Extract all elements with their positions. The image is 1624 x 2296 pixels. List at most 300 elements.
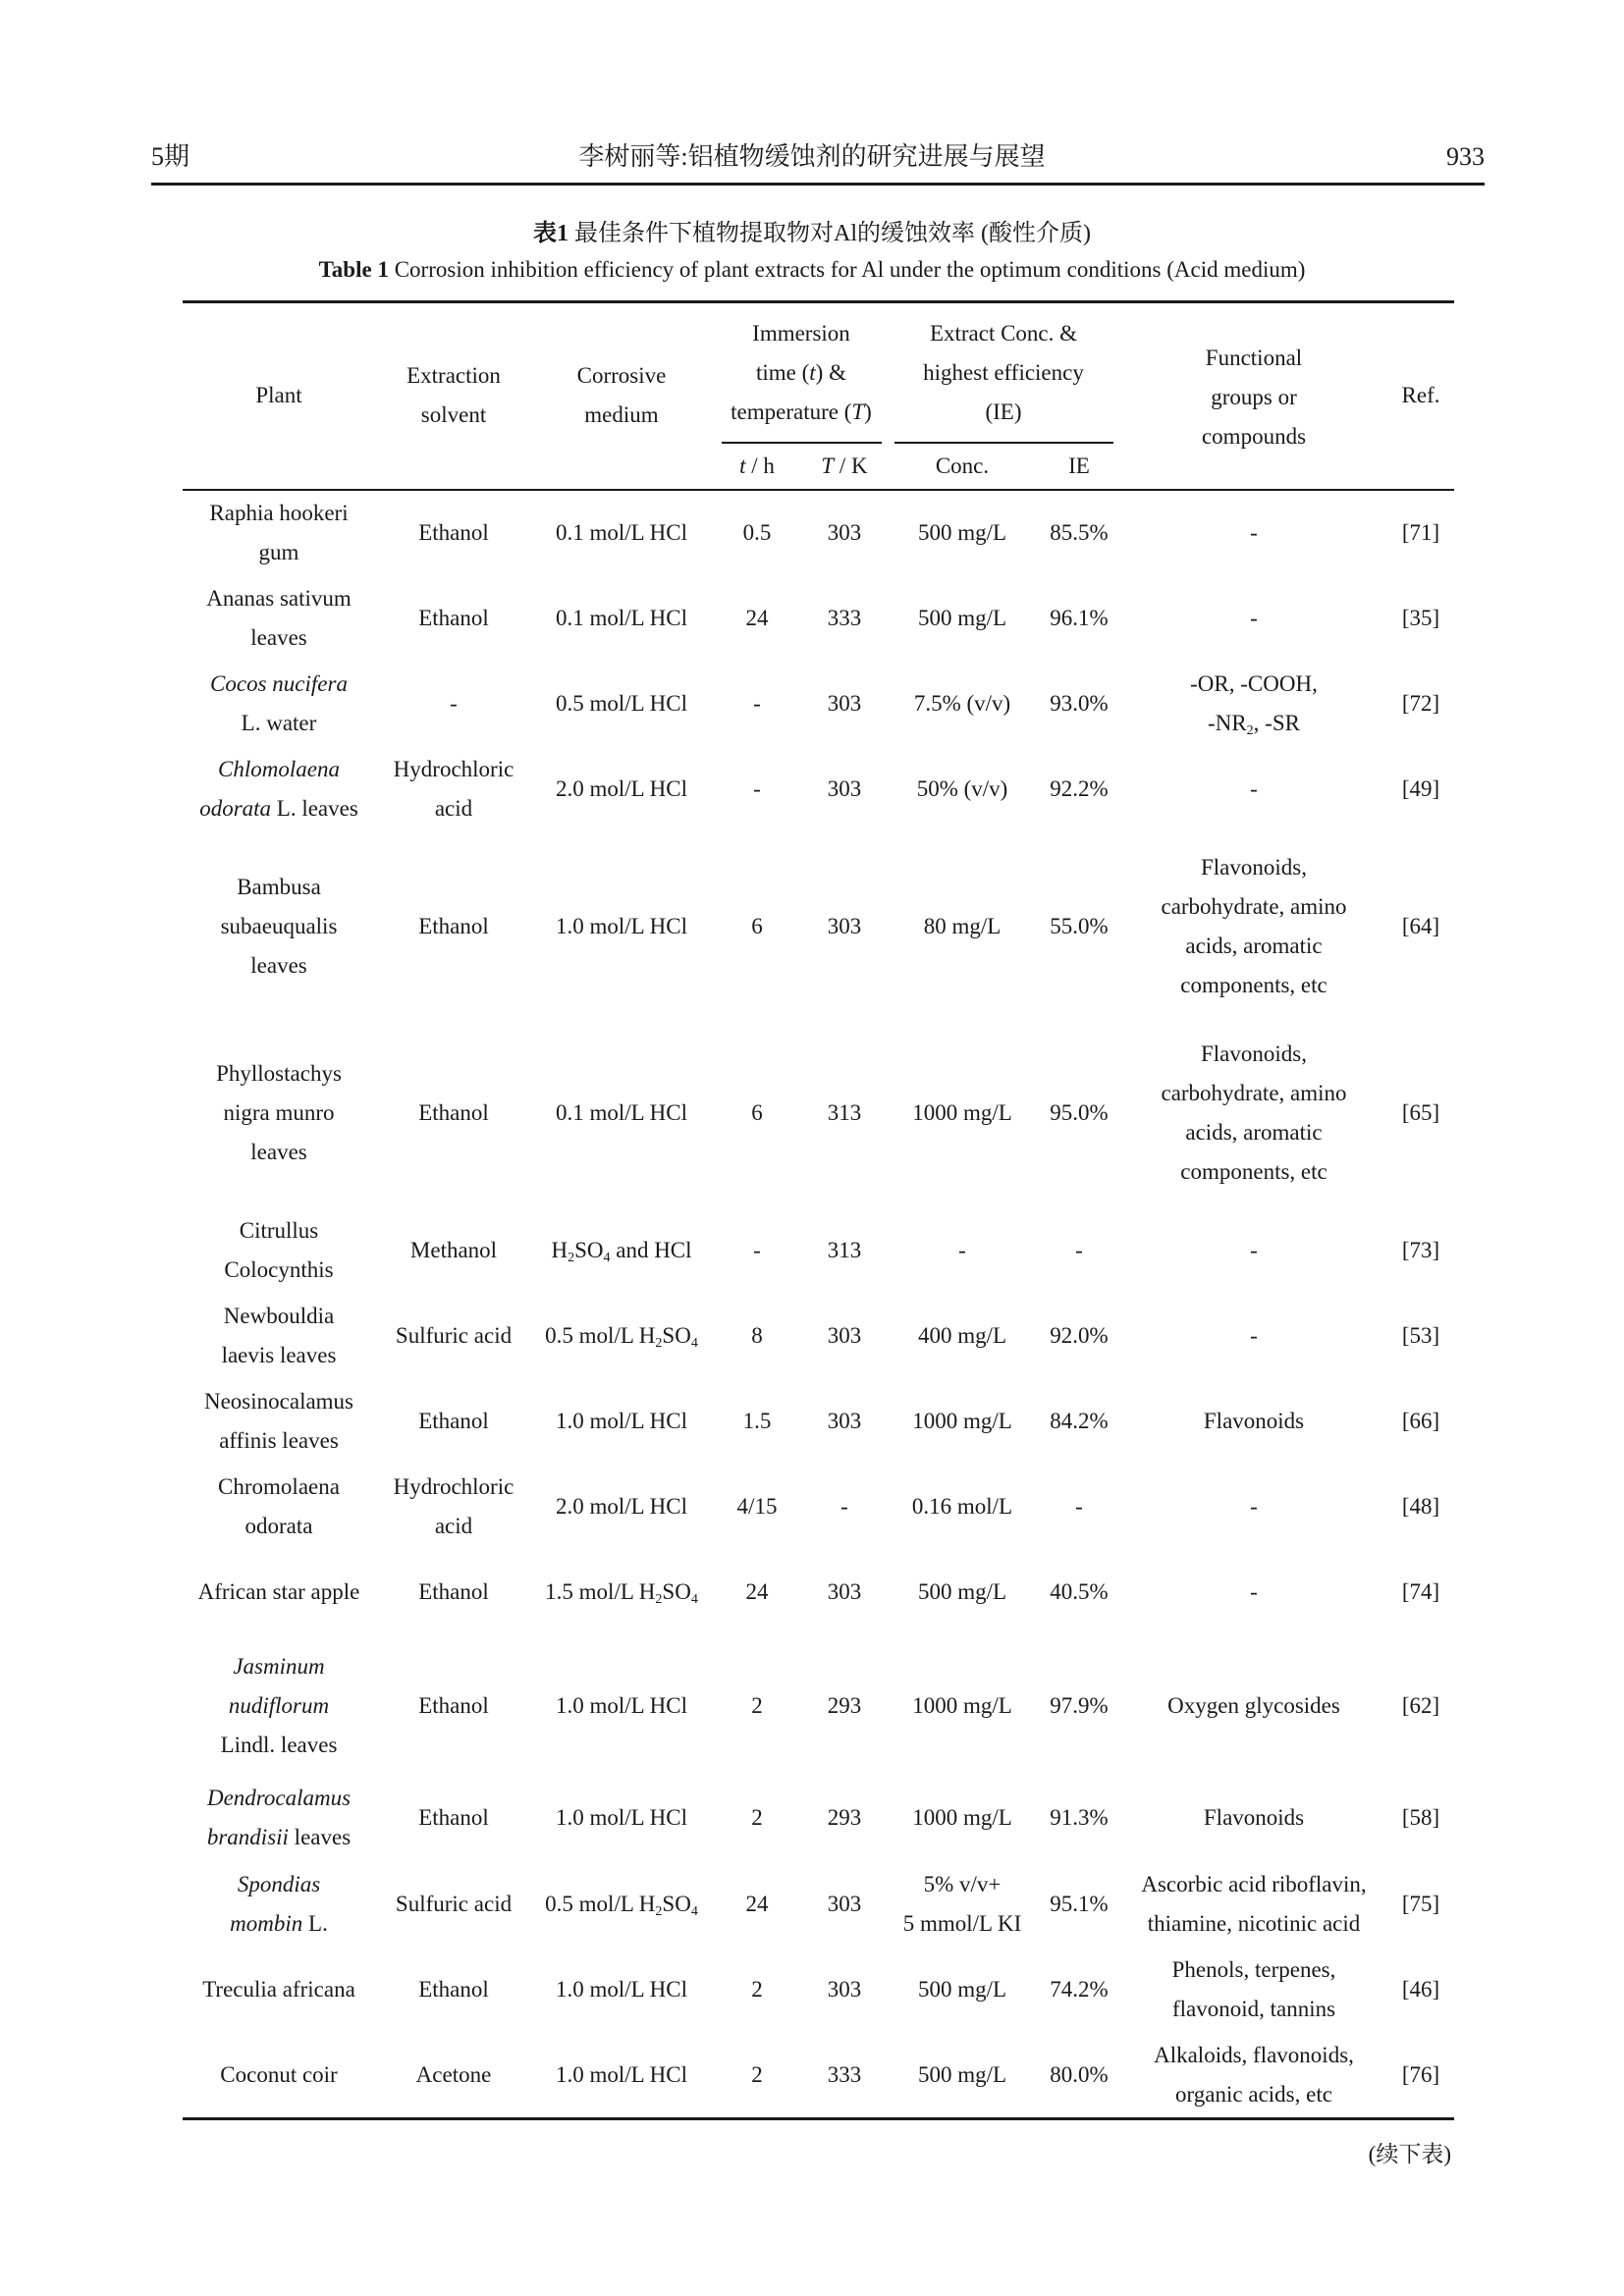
- temperature-cell-line: 333: [827, 2062, 862, 2087]
- functional-groups-cell-line: Oxygen glycosides: [1167, 1693, 1340, 1718]
- plant-cell-line: Phyllostachys: [216, 1061, 342, 1086]
- time-cell: [751, 907, 763, 946]
- medium-cell-line: 0.5 mol/L $H_2SO_4$: [545, 1323, 698, 1351]
- medium-cell: [545, 1316, 698, 1356]
- conc-cell: [918, 1316, 1006, 1356]
- table-header-rule: [183, 489, 1454, 491]
- ie-cell-line: 92.0%: [1050, 1323, 1109, 1348]
- solvent-cell: [418, 1402, 489, 1441]
- conc-cell-line: 500 mg/L: [917, 606, 1007, 630]
- header-corrosive-medium: [577, 356, 667, 435]
- ref-cell: [1402, 1316, 1439, 1356]
- medium-cell-line: $H_2SO_4$ and HCl: [551, 1238, 692, 1265]
- ie-cell-line: 95.1%: [1050, 1892, 1109, 1916]
- table-top-rule: [183, 300, 1454, 303]
- functional-groups-cell-line: components, etc: [1180, 973, 1327, 997]
- time-cell: [743, 1402, 772, 1441]
- solvent-cell-line: Ethanol: [418, 520, 489, 545]
- ref-cell: [1402, 1970, 1439, 2009]
- functional-groups-cell-line: Ascorbic acid riboflavin,: [1141, 1872, 1367, 1896]
- functional-groups-cell-line: Flavonoids: [1203, 1805, 1305, 1830]
- medium-cell-line: 0.1 mol/L HCl: [556, 520, 687, 545]
- ie-cell: [1050, 770, 1108, 809]
- ie-cell-line: -: [1075, 1238, 1083, 1262]
- time-cell-line: 6: [751, 914, 763, 938]
- plant-cell-line: Lindl. leaves: [220, 1733, 338, 1757]
- header-plant: [255, 376, 301, 415]
- conc-cell-line: 0.16 mol/L: [911, 1494, 1013, 1519]
- medium-cell: [556, 907, 687, 946]
- plant-cell-line: Chromolaena: [218, 1474, 340, 1499]
- ref-cell-line: [48]: [1401, 1494, 1440, 1519]
- ie-cell-line: 97.9%: [1050, 1693, 1109, 1718]
- time-cell: [751, 1798, 763, 1838]
- ie-cell: [1050, 513, 1108, 553]
- temperature-cell: [828, 1885, 862, 1924]
- temperature-cell: [828, 1094, 862, 1133]
- ref-cell: [1402, 1231, 1439, 1270]
- conc-cell: [903, 1865, 1022, 1944]
- medium-cell: [545, 1885, 698, 1924]
- header-conc: [936, 447, 989, 486]
- solvent-cell: [418, 1798, 489, 1838]
- solvent-cell: [396, 1885, 512, 1924]
- medium-cell: [556, 1970, 687, 2009]
- medium-cell-line: 1.0 mol/L HCl: [556, 914, 687, 938]
- medium-cell-line: 0.5 mol/L $H_2SO_4$: [545, 1892, 698, 1919]
- solvent-cell-line: Sulfuric acid: [395, 1323, 513, 1348]
- plant-cell-line: odorata: [244, 1514, 313, 1538]
- ie-cell: [1050, 2056, 1108, 2095]
- ie-cell-line: 85.5%: [1050, 520, 1109, 545]
- conc-cell-line: 5% v/v+: [923, 1872, 1001, 1896]
- header-corrosive-medium-line: medium: [584, 402, 659, 427]
- ie-cell-line: 40.5%: [1050, 1579, 1109, 1604]
- header-immersion-line: time (t) &: [755, 360, 846, 385]
- header-immersion-line: temperature (T): [731, 400, 872, 424]
- ref-cell: [1402, 1402, 1439, 1441]
- medium-cell-line: 0.1 mol/L HCl: [556, 1100, 687, 1125]
- conc-cell-line: 400 mg/L: [917, 1323, 1007, 1348]
- temperature-cell: [828, 770, 862, 809]
- temperature-cell-line: 303: [827, 520, 862, 545]
- plant-cell: [198, 1573, 360, 1612]
- plant-cell: [206, 579, 352, 658]
- ref-cell-line: [53]: [1401, 1323, 1440, 1348]
- header-ie-line: IE: [1068, 454, 1090, 478]
- table-caption-en: [0, 253, 1624, 287]
- temperature-cell-line: 303: [827, 1977, 862, 2002]
- plant-cell: [199, 750, 358, 828]
- ref-cell-line: [62]: [1401, 1693, 1440, 1718]
- ie-cell-line: 74.2%: [1050, 1977, 1109, 2002]
- functional-groups-cell-line: Flavonoids: [1203, 1409, 1305, 1433]
- conc-cell: [918, 599, 1006, 638]
- functional-groups-cell: [1190, 665, 1318, 743]
- medium-cell: [556, 1402, 687, 1441]
- table-caption-cn: [0, 216, 1624, 251]
- medium-cell-line: 1.0 mol/L HCl: [556, 1977, 687, 2002]
- solvent-cell: [416, 2056, 492, 2095]
- ref-cell: [1402, 684, 1439, 723]
- header-conc-line: Conc.: [935, 454, 990, 478]
- temperature-cell: [828, 1231, 862, 1270]
- caption-en-text: Corrosion inhibition efficiency of plant extracts for Al under the optimum conditions (Acid medium): [394, 257, 1306, 282]
- plant-cell-line: Jasminum: [233, 1654, 325, 1679]
- solvent-cell-line: Ethanol: [418, 1977, 489, 2002]
- ref-cell: [1402, 907, 1439, 946]
- temperature-cell: [828, 1402, 862, 1441]
- time-cell: [737, 1487, 778, 1526]
- conc-cell-line: 80 mg/L: [923, 914, 1001, 938]
- solvent-cell: [418, 907, 489, 946]
- ie-cell: [1050, 1686, 1108, 1726]
- medium-cell-line: 0.5 mol/L HCl: [556, 691, 687, 716]
- plant-cell-line: Coconut coir: [220, 2062, 338, 2087]
- conc-cell-line: 50% (v/v): [916, 776, 1008, 801]
- ie-cell-line: 95.0%: [1050, 1100, 1109, 1125]
- conc-cell: [912, 1094, 1012, 1133]
- functional-groups-cell-line: organic acids, etc: [1175, 2082, 1332, 2107]
- ie-cell: [1075, 1487, 1083, 1526]
- functional-groups-cell-line: Flavonoids,: [1201, 855, 1307, 880]
- plant-cell-line: Cocos nucifera: [210, 671, 348, 696]
- conc-cell-line: 1000 mg/L: [912, 1100, 1012, 1125]
- plant-cell-line: L. water: [241, 711, 317, 735]
- ie-cell: [1050, 1573, 1108, 1612]
- ie-cell-line: 80.0%: [1050, 2062, 1109, 2087]
- header-time-unit-line: t / h: [739, 454, 775, 478]
- header-functional-groups-line: groups or: [1211, 385, 1297, 409]
- header-ref-line: Ref.: [1401, 383, 1440, 407]
- immersion-subrule: [722, 442, 882, 444]
- temperature-cell: [828, 1316, 862, 1356]
- ie-cell: [1050, 907, 1108, 946]
- ref-cell: [1402, 1686, 1439, 1726]
- ref-cell: [1402, 1573, 1439, 1612]
- ref-cell-line: [46]: [1401, 1977, 1440, 2002]
- plant-cell: [222, 1297, 337, 1375]
- medium-cell-line: 2.0 mol/L HCl: [556, 1494, 687, 1519]
- ie-cell-line: 84.2%: [1050, 1409, 1109, 1433]
- plant-cell-line: Neosinocalamus: [203, 1389, 354, 1414]
- header-ie: [1068, 447, 1090, 486]
- header-extraction-solvent-line: solvent: [420, 402, 487, 427]
- functional-groups-cell-line: flavonoid, tannins: [1171, 1997, 1336, 2021]
- conc-cell-line: 5 mmol/L KI: [902, 1911, 1022, 1936]
- plant-cell: [209, 494, 348, 572]
- conc-cell: [924, 907, 1001, 946]
- plant-cell-line: Newbouldia: [223, 1304, 335, 1328]
- ie-cell: [1050, 1094, 1108, 1133]
- medium-cell: [556, 1094, 687, 1133]
- header-time-unit: [739, 447, 775, 486]
- conc-cell: [912, 1487, 1012, 1526]
- header-temp-unit-line: T / K: [821, 454, 868, 478]
- time-cell: [753, 1231, 761, 1270]
- solvent-cell-line: Hydrochloric: [393, 1474, 514, 1499]
- temperature-cell: [840, 1487, 848, 1526]
- ref-cell: [1402, 1094, 1439, 1133]
- ie-cell: [1050, 1885, 1108, 1924]
- solvent-cell-line: Ethanol: [418, 1579, 489, 1604]
- caption-cn-label: 表1: [533, 221, 568, 246]
- ref-cell: [1402, 513, 1439, 553]
- conc-cell: [914, 684, 1010, 723]
- header-extraction-solvent-line: Extraction: [406, 363, 501, 388]
- time-cell: [743, 513, 772, 553]
- ie-cell: [1050, 1798, 1108, 1838]
- temperature-cell-line: 303: [827, 914, 862, 938]
- medium-cell: [556, 684, 687, 723]
- functional-groups-cell: [1250, 770, 1258, 809]
- ref-cell-line: [76]: [1401, 2062, 1440, 2087]
- header-extract-conc-ie-line: Extract Conc. &: [929, 321, 1078, 346]
- conc-cell: [912, 1686, 1012, 1726]
- medium-cell-line: 1.0 mol/L HCl: [556, 1805, 687, 1830]
- solvent-cell-line: Methanol: [409, 1238, 498, 1262]
- solvent-cell-line: Ethanol: [418, 1805, 489, 1830]
- temperature-cell-line: 333: [827, 606, 862, 630]
- plant-cell-line: Ananas sativum: [206, 586, 352, 611]
- time-cell-line: 1.5: [742, 1409, 772, 1433]
- solvent-cell: [418, 1094, 489, 1133]
- functional-groups-cell: [1250, 599, 1258, 638]
- solvent-cell-line: Ethanol: [418, 914, 489, 938]
- functional-groups-cell-line: acids, aromatic: [1185, 1120, 1323, 1145]
- functional-groups-cell-line: -: [1250, 606, 1258, 630]
- functional-groups-cell: [1154, 2036, 1354, 2114]
- caption-en-label: Table 1: [318, 257, 389, 282]
- ref-cell: [1402, 2056, 1439, 2095]
- ie-cell: [1050, 1970, 1108, 2009]
- ref-cell: [1402, 1885, 1439, 1924]
- functional-groups-cell: [1250, 1231, 1258, 1270]
- header-functional-groups: [1202, 339, 1306, 456]
- solvent-cell-line: Acetone: [415, 2062, 492, 2087]
- conc-cell-line: 1000 mg/L: [912, 1693, 1012, 1718]
- temperature-cell: [828, 1798, 862, 1838]
- functional-groups-cell-line: -: [1250, 1494, 1258, 1519]
- medium-cell: [556, 1798, 687, 1838]
- plant-cell: [224, 1211, 333, 1290]
- functional-groups-cell: [1250, 1316, 1258, 1356]
- ie-cell-line: 91.3%: [1050, 1805, 1109, 1830]
- conc-cell: [918, 1970, 1006, 2009]
- medium-cell-line: 0.1 mol/L HCl: [556, 606, 687, 630]
- header-immersion: [731, 314, 872, 432]
- solvent-cell-line: Hydrochloric: [393, 757, 514, 781]
- functional-groups-cell-line: -: [1250, 1323, 1258, 1348]
- ref-cell-line: [73]: [1401, 1238, 1440, 1262]
- conc-cell-line: 500 mg/L: [917, 1579, 1007, 1604]
- header-ref: [1402, 376, 1440, 415]
- time-cell: [751, 2056, 763, 2095]
- medium-cell: [556, 2056, 687, 2095]
- temperature-cell: [828, 599, 862, 638]
- plant-cell-line: affinis leaves: [219, 1428, 339, 1453]
- conc-cell-line: 500 mg/L: [917, 2062, 1007, 2087]
- temperature-cell-line: 303: [827, 1323, 862, 1348]
- temperature-cell: [828, 513, 862, 553]
- conc-cell: [917, 770, 1008, 809]
- temperature-cell-line: 303: [827, 1409, 862, 1433]
- time-cell-line: 8: [751, 1323, 763, 1348]
- plant-cell: [216, 1054, 342, 1172]
- plant-cell-line: Raphia hookeri: [209, 501, 349, 525]
- temperature-cell-line: 303: [827, 776, 862, 801]
- time-cell: [746, 1573, 769, 1612]
- medium-cell: [551, 1231, 691, 1270]
- ref-cell: [1402, 1798, 1439, 1838]
- time-cell-line: -: [753, 776, 761, 801]
- functional-groups-cell: [1161, 1035, 1346, 1192]
- functional-groups-cell-line: carbohydrate, amino: [1161, 1081, 1347, 1105]
- plant-cell-line: leaves: [250, 625, 307, 650]
- time-cell-line: 0.5: [742, 520, 772, 545]
- ref-cell-line: [58]: [1401, 1805, 1440, 1830]
- functional-groups-cell-line: $-NR_2$, -SR: [1208, 711, 1300, 738]
- medium-cell: [556, 770, 687, 809]
- medium-cell: [556, 513, 687, 553]
- medium-cell: [545, 1573, 698, 1612]
- functional-groups-cell: [1250, 1573, 1258, 1612]
- solvent-cell: [418, 1573, 489, 1612]
- plant-cell-line: mombin L.: [230, 1911, 328, 1936]
- plant-cell-line: laevis leaves: [221, 1343, 337, 1367]
- ie-cell-line: -: [1075, 1494, 1083, 1519]
- ie-cell: [1050, 684, 1108, 723]
- functional-groups-cell-line: Alkaloids, flavonoids,: [1154, 2043, 1354, 2067]
- temperature-cell-line: 313: [827, 1238, 862, 1262]
- conc-cell-line: 1000 mg/L: [912, 1409, 1012, 1433]
- solvent-cell-line: Ethanol: [418, 1409, 489, 1433]
- functional-groups-cell-line: thiamine, nicotinic acid: [1147, 1911, 1361, 1936]
- time-cell-line: -: [753, 1238, 761, 1262]
- functional-groups-cell-line: carbohydrate, amino: [1161, 894, 1347, 919]
- solvent-cell: [394, 1468, 514, 1546]
- plant-cell-line: leaves: [250, 1140, 307, 1164]
- ref-cell-line: [65]: [1401, 1100, 1440, 1125]
- ie-cell: [1050, 1316, 1108, 1356]
- header-corrosive-medium-line: Corrosive: [576, 363, 667, 388]
- plant-cell-line: leaves: [250, 953, 307, 978]
- functional-groups-cell: [1141, 1865, 1366, 1944]
- medium-cell-line: 1.5 mol/L $H_2SO_4$: [545, 1579, 698, 1607]
- time-cell-line: 24: [745, 1579, 769, 1604]
- plant-cell: [230, 1865, 328, 1944]
- functional-groups-cell-line: -OR, -COOH,: [1190, 671, 1318, 696]
- header-extraction-solvent: [406, 356, 501, 435]
- functional-groups-cell-line: -: [1250, 520, 1258, 545]
- ie-cell: [1050, 1402, 1108, 1441]
- ref-cell-line: [72]: [1401, 691, 1440, 716]
- medium-cell-line: 2.0 mol/L HCl: [556, 776, 687, 801]
- extract-subrule: [894, 442, 1113, 444]
- plant-cell: [221, 868, 338, 986]
- functional-groups-cell-line: -: [1250, 1579, 1258, 1604]
- ref-cell-line: [74]: [1401, 1579, 1440, 1604]
- functional-groups-cell-line: -: [1250, 1238, 1258, 1262]
- plant-cell-line: Treculia africana: [202, 1977, 355, 2002]
- plant-cell-line: Chlomolaena: [218, 757, 340, 781]
- time-cell-line: -: [753, 691, 761, 716]
- solvent-cell: [418, 513, 489, 553]
- conc-cell: [912, 1798, 1012, 1838]
- ie-cell-line: 96.1%: [1050, 606, 1109, 630]
- time-cell-line: 2: [751, 1805, 763, 1830]
- plant-cell-line: Bambusa: [237, 875, 321, 899]
- conc-cell: [958, 1231, 966, 1270]
- plant-cell-line: Citrullus: [239, 1218, 319, 1243]
- plant-cell: [210, 665, 348, 743]
- temperature-cell-line: 303: [827, 1892, 862, 1916]
- time-cell-line: 2: [751, 1693, 763, 1718]
- time-cell-line: 24: [745, 606, 769, 630]
- ie-cell-line: 55.0%: [1050, 914, 1109, 938]
- solvent-cell: [396, 1316, 512, 1356]
- header-extract-conc-ie: [923, 314, 1084, 432]
- conc-cell-line: 1000 mg/L: [912, 1805, 1012, 1830]
- time-cell: [751, 1970, 763, 2009]
- time-cell-line: 24: [745, 1892, 769, 1916]
- functional-groups-cell: [1161, 848, 1346, 1005]
- issue-number: 5期: [151, 142, 190, 171]
- header-rule: [151, 183, 1485, 186]
- plant-cell: [207, 1779, 351, 1857]
- time-cell: [753, 684, 761, 723]
- solvent-cell-line: -: [450, 691, 458, 716]
- solvent-cell: [410, 1231, 497, 1270]
- ref-cell-line: [49]: [1401, 776, 1440, 801]
- ref-cell: [1402, 599, 1439, 638]
- medium-cell: [556, 1487, 687, 1526]
- time-cell: [751, 1094, 763, 1133]
- plant-cell-line: brandisii leaves: [206, 1825, 352, 1849]
- header-extract-conc-ie-line: (IE): [985, 400, 1022, 424]
- conc-cell: [918, 513, 1006, 553]
- solvent-cell: [418, 1686, 489, 1726]
- temperature-cell-line: 303: [827, 691, 862, 716]
- conc-cell: [912, 1402, 1012, 1441]
- plant-cell-line: Spondias: [237, 1872, 321, 1896]
- ref-cell-line: [35]: [1401, 606, 1440, 630]
- plant-cell-line: African star apple: [197, 1579, 360, 1604]
- ie-cell: [1050, 599, 1108, 638]
- time-cell: [746, 1885, 769, 1924]
- solvent-cell-line: Ethanol: [418, 1100, 489, 1125]
- functional-groups-cell-line: -: [1250, 776, 1258, 801]
- conc-cell-line: -: [958, 1238, 966, 1262]
- functional-groups-cell-line: acids, aromatic: [1185, 934, 1323, 958]
- solvent-cell: [418, 599, 489, 638]
- solvent-cell: [394, 750, 514, 828]
- header-immersion-line: Immersion: [752, 321, 850, 346]
- ie-cell-line: 93.0%: [1050, 691, 1109, 716]
- conc-cell-line: 500 mg/L: [917, 1977, 1007, 2002]
- functional-groups-cell: [1167, 1686, 1340, 1726]
- temperature-cell: [828, 1970, 862, 2009]
- medium-cell: [556, 1686, 687, 1726]
- temperature-cell: [828, 2056, 862, 2095]
- solvent-cell-line: acid: [434, 796, 473, 821]
- solvent-cell-line: Sulfuric acid: [395, 1892, 513, 1916]
- time-cell: [753, 770, 761, 809]
- ref-cell: [1402, 770, 1439, 809]
- plant-cell-line: Colocynthis: [224, 1257, 334, 1282]
- header-temp-unit: [821, 447, 867, 486]
- functional-groups-cell: [1250, 513, 1258, 553]
